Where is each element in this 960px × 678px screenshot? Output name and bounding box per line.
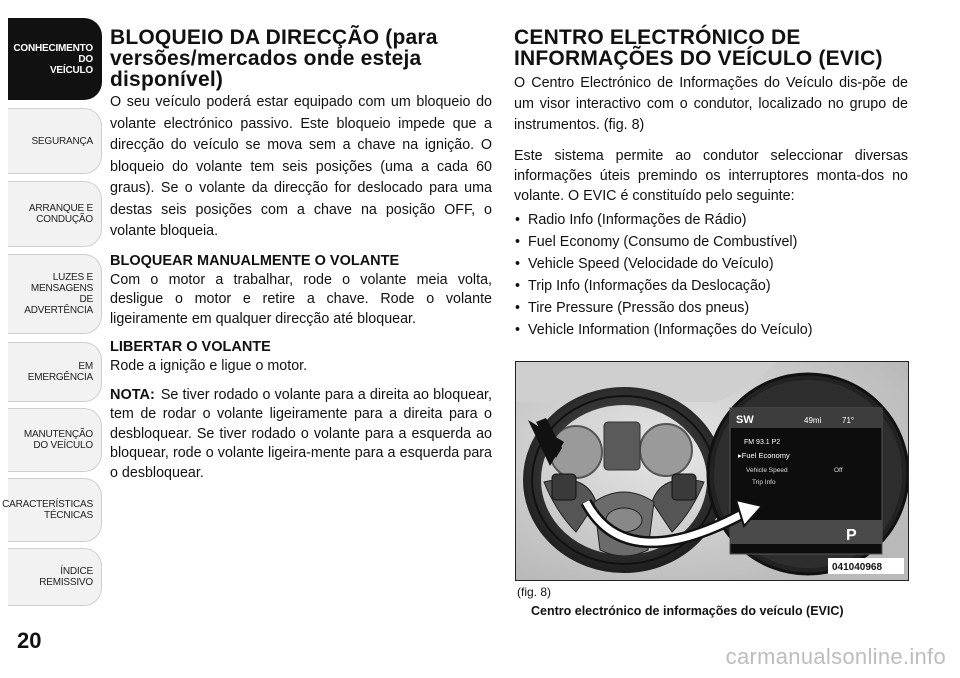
figure-reference: (fig. 8) bbox=[517, 585, 552, 599]
display-station: FM 93.1 P2 bbox=[744, 439, 781, 446]
watermark: carmanualsonline.info bbox=[725, 644, 946, 669]
list-item: • Vehicle Speed (Velocidade do Veículo) bbox=[514, 253, 908, 275]
figure-code: 041040968 bbox=[832, 562, 883, 573]
tab-label: CONHECIMENTO bbox=[13, 42, 93, 54]
tab-label: DE bbox=[79, 294, 93, 305]
tab-label: CONDUÇÃO bbox=[36, 214, 93, 225]
list-item: • Fuel Economy (Consumo de Combustível) bbox=[514, 231, 908, 253]
display-menu-speed: Vehicle Speed bbox=[746, 467, 788, 474]
tab-label: ARRANQUE E bbox=[28, 203, 93, 214]
section-title-steering-lock: BLOQUEIO DA DIRECÇÃO (para versões/mercados onde esteja disponível) bbox=[110, 26, 438, 91]
tab-label: CARACTERÍSTICAS bbox=[2, 499, 93, 510]
display-menu-speed-value: Off bbox=[834, 467, 843, 474]
list-item: • Trip Info (Informações da Deslocação) bbox=[514, 275, 908, 297]
tab-label: SEGURANÇA bbox=[31, 135, 93, 147]
tab-seguranca[interactable] bbox=[8, 108, 102, 174]
tab-arranque-e-conducao[interactable] bbox=[8, 181, 102, 247]
tab-label: TÉCNICAS bbox=[44, 510, 93, 521]
tab-label: MANUTENÇÃO bbox=[23, 429, 93, 440]
display-menu-trip: Trip Info bbox=[752, 479, 776, 486]
display-range: 49mi bbox=[804, 416, 822, 425]
tab-label: DO bbox=[78, 53, 93, 65]
display-temp: 71° bbox=[842, 416, 855, 425]
steering-wheel-illustration bbox=[516, 362, 908, 580]
note-paragraph bbox=[110, 386, 492, 484]
tab-manutencao[interactable] bbox=[8, 408, 102, 472]
tab-label: ADVERTÊNCIA bbox=[24, 305, 93, 316]
figure-caption: Centro electrónico de informações do veículo (EVIC) bbox=[531, 604, 844, 618]
unlock-text: Rode a ignição e ligue o motor. bbox=[110, 358, 308, 374]
chapter-sidebar bbox=[0, 0, 104, 600]
tab-conhecimento-do-veiculo[interactable] bbox=[8, 18, 102, 100]
display-gear: P bbox=[846, 527, 857, 544]
tab-label: ÍNDICE bbox=[60, 566, 93, 577]
evic-figure bbox=[515, 361, 909, 581]
note-label: NOTA: bbox=[110, 386, 155, 403]
left-column bbox=[110, 27, 492, 483]
tab-label: LUZES E bbox=[52, 272, 93, 283]
page-number: 20 bbox=[17, 628, 42, 653]
display-menu-selected: ▸Fuel Economy bbox=[738, 451, 790, 460]
tab-label: MENSAGENS bbox=[30, 283, 93, 294]
right-column bbox=[514, 27, 908, 341]
tab-label: VEÍCULO bbox=[49, 64, 93, 76]
display-compass: SW bbox=[736, 414, 754, 426]
tab-em-emergencia[interactable] bbox=[8, 342, 102, 402]
note-text: Se tiver rodado o volante para a direita ao bloquear, tem de rodar o volante ligeiramente para a direita para o desbloquear. Se tiver rodado o volante para a esquerda ao bloquear, rode o volante ligeira-mente para a esquerda para o desbloquear. bbox=[110, 386, 492, 481]
tab-label: EMERGÊNCIA bbox=[27, 372, 93, 383]
tab-indice-remissivo[interactable] bbox=[8, 548, 102, 606]
lock-text: Com o motor a trabalhar, rode o volante meia volta, desligue o motor e retire a chave. Rode o volante ligeiramente em qualquer direcção até bloquear. bbox=[110, 271, 492, 327]
list-item: • Radio Info (Informações de Rádio) bbox=[514, 209, 908, 231]
tab-label: DO VEÍCULO bbox=[33, 440, 93, 451]
evic-para2: Este sistema permite ao condutor seleccionar diversas informações úteis premindo os interruptores monta-dos no volante. O EVIC é constituído pelo seguinte: bbox=[514, 148, 908, 204]
list-item: • Vehicle Information (Informações do Veículo) bbox=[514, 319, 908, 341]
evic-intro: O Centro Electrónico de Informações do Veículo dis-põe de um visor interactivo com o condutor, localizado no grupo de instrumentos. (fig. 8) bbox=[514, 75, 908, 133]
evic-feature-list bbox=[514, 209, 908, 341]
tab-label: EM bbox=[78, 361, 93, 372]
lock-heading: BLOQUEAR MANUALMENTE O VOLANTE bbox=[110, 252, 400, 269]
section-title-evic: CENTRO ELECTRÓNICO DE INFORMAÇÕES DO VEÍCULO (EVIC) bbox=[514, 26, 883, 70]
tab-caracteristicas-tecnicas[interactable] bbox=[2, 478, 102, 542]
unlock-heading: LIBERTAR O VOLANTE bbox=[110, 339, 271, 355]
tab-label: REMISSIVO bbox=[39, 577, 93, 588]
list-item: • Tire Pressure (Pressão dos pneus) bbox=[514, 297, 908, 319]
tab-luzes-e-mensagens[interactable] bbox=[8, 254, 102, 334]
steering-lock-intro: O seu veículo poderá estar equipado com um bloqueio do volante electrónico passivo. Este bloqueio impede que a direcção do veículo se mova sem a chave na ignição. O bloqueio do volante tem seis posições (uma a cada 60 graus). Se o volante da direcção for deslocado para uma destas seis posições com a chave na posição OFF, o volante bloqueia. bbox=[110, 94, 492, 239]
